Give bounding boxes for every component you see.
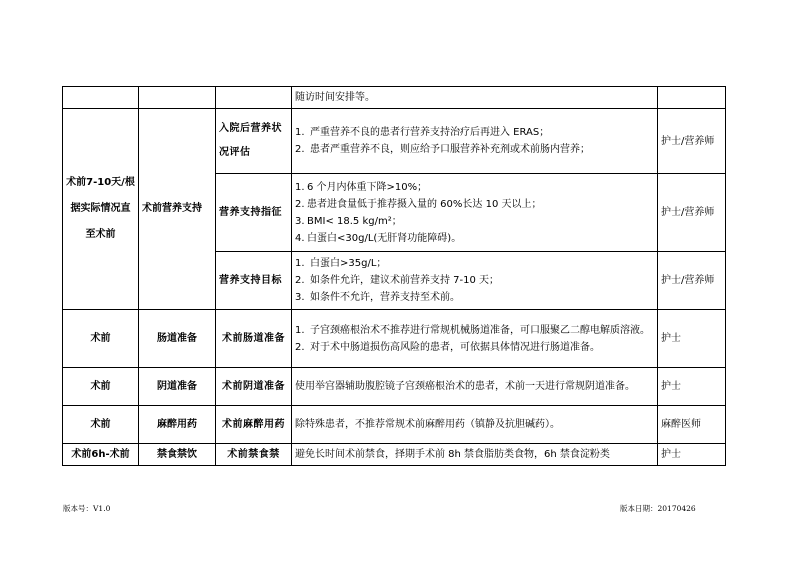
cell-content: 随访时间安排等。 (292, 87, 658, 109)
table-row (63, 109, 726, 174)
cell-time: 术前 (63, 368, 139, 406)
cell-subitem: 术前麻醉用药 (216, 406, 292, 444)
cell-responsible: 护士/营养师 (658, 252, 726, 310)
cell-content (292, 310, 658, 368)
cell-subitem: 术前禁食禁 (216, 444, 292, 466)
subitem-label: 营养支持指征 (219, 206, 282, 218)
list-item: 3. 如条件不允许，营养支持至术前。 (295, 292, 460, 303)
cell-responsible: 护士/营养师 (658, 109, 726, 174)
cell-subitem (216, 252, 292, 310)
list-item: 1. 6 个月内体重下降>10%； (295, 181, 428, 193)
list-item: 4. 白蛋白<30g/L(无肝肾功能障碍)。 (295, 232, 462, 244)
cell-content: 使用举宫器辅助腹腔镜子宫颈癌根治术的患者，术前一天进行常规阴道准备。 (292, 368, 658, 406)
cell-subitem (216, 174, 292, 252)
cell-subitem: 术前阴道准备 (216, 368, 292, 406)
cell-time: 术前 (63, 406, 139, 444)
cell-category: 肠道准备 (139, 310, 216, 368)
cell-time (63, 109, 139, 310)
cell-category (139, 109, 216, 310)
category-label: 术前营养支持 (142, 203, 202, 214)
table-row (63, 87, 726, 109)
subitem-label: 营养支持目标 (219, 274, 282, 286)
time-label: 术前7-10天/根据实际情况直至术前 (66, 177, 135, 240)
cell-time: 术前6h-术前 (63, 444, 139, 466)
cell-empty (139, 87, 216, 109)
cell-content (292, 252, 658, 310)
care-pathway-table (62, 86, 726, 466)
cell-category: 麻醉用药 (139, 406, 216, 444)
list-item: 1. 白蛋白>35g/L； (295, 258, 387, 269)
cell-category: 阴道准备 (139, 368, 216, 406)
cell-subitem: 术前肠道准备 (216, 310, 292, 368)
list-item: 1. 子宫颈癌根治术不推荐进行常规机械肠道准备，可口服聚乙二醇电解质溶液。 (295, 324, 650, 336)
table-row (63, 444, 726, 466)
cell-content (292, 109, 658, 174)
table-row (63, 310, 726, 368)
cell-responsible: 麻醉医师 (658, 406, 726, 444)
subitem-label: 入院后营养状况评估 (219, 123, 282, 158)
cell-responsible: 护士 (658, 368, 726, 406)
list-item: 2. 对于术中肠道损伤高风险的患者，可依据具体情况进行肠道准备。 (295, 341, 600, 353)
cell-subitem (216, 109, 292, 174)
table-row (63, 368, 726, 406)
cell-responsible: 护士/营养师 (658, 174, 726, 252)
cell-empty (658, 87, 726, 109)
cell-responsible: 护士 (658, 310, 726, 368)
cell-responsible: 护士 (658, 444, 726, 466)
list-item: 2. 如条件允许，建议术前营养支持 7-10 天； (295, 275, 500, 286)
cell-content: 除特殊患者，不推荐常规术前麻醉用药（镇静及抗胆碱药）。 (292, 406, 658, 444)
cell-content (292, 174, 658, 252)
table-row (63, 406, 726, 444)
list-item: 3. BMI< 18.5 kg/m²； (295, 215, 402, 227)
list-item: 2. 患者严重营养不良，则应给予口服营养补充剂或术前肠内营养； (295, 144, 590, 155)
cell-empty (63, 87, 139, 109)
cell-time: 术前 (63, 310, 139, 368)
list-item: 1. 严重营养不良的患者行营养支持治疗后再进入 ERAS； (295, 127, 550, 138)
cell-empty (216, 87, 292, 109)
cell-category: 禁食禁饮 (139, 444, 216, 466)
version-number: 版本号：V1.0 (63, 504, 111, 513)
cell-content: 避免长时间术前禁食，择期手术前 8h 禁食脂肪类食物，6h 禁食淀粉类 (292, 444, 658, 466)
version-date: 版本日期：20170426 (620, 504, 696, 513)
list-item: 2. 患者进食量低于推荐摄入量的 60%长达 10 天以上； (295, 198, 542, 210)
